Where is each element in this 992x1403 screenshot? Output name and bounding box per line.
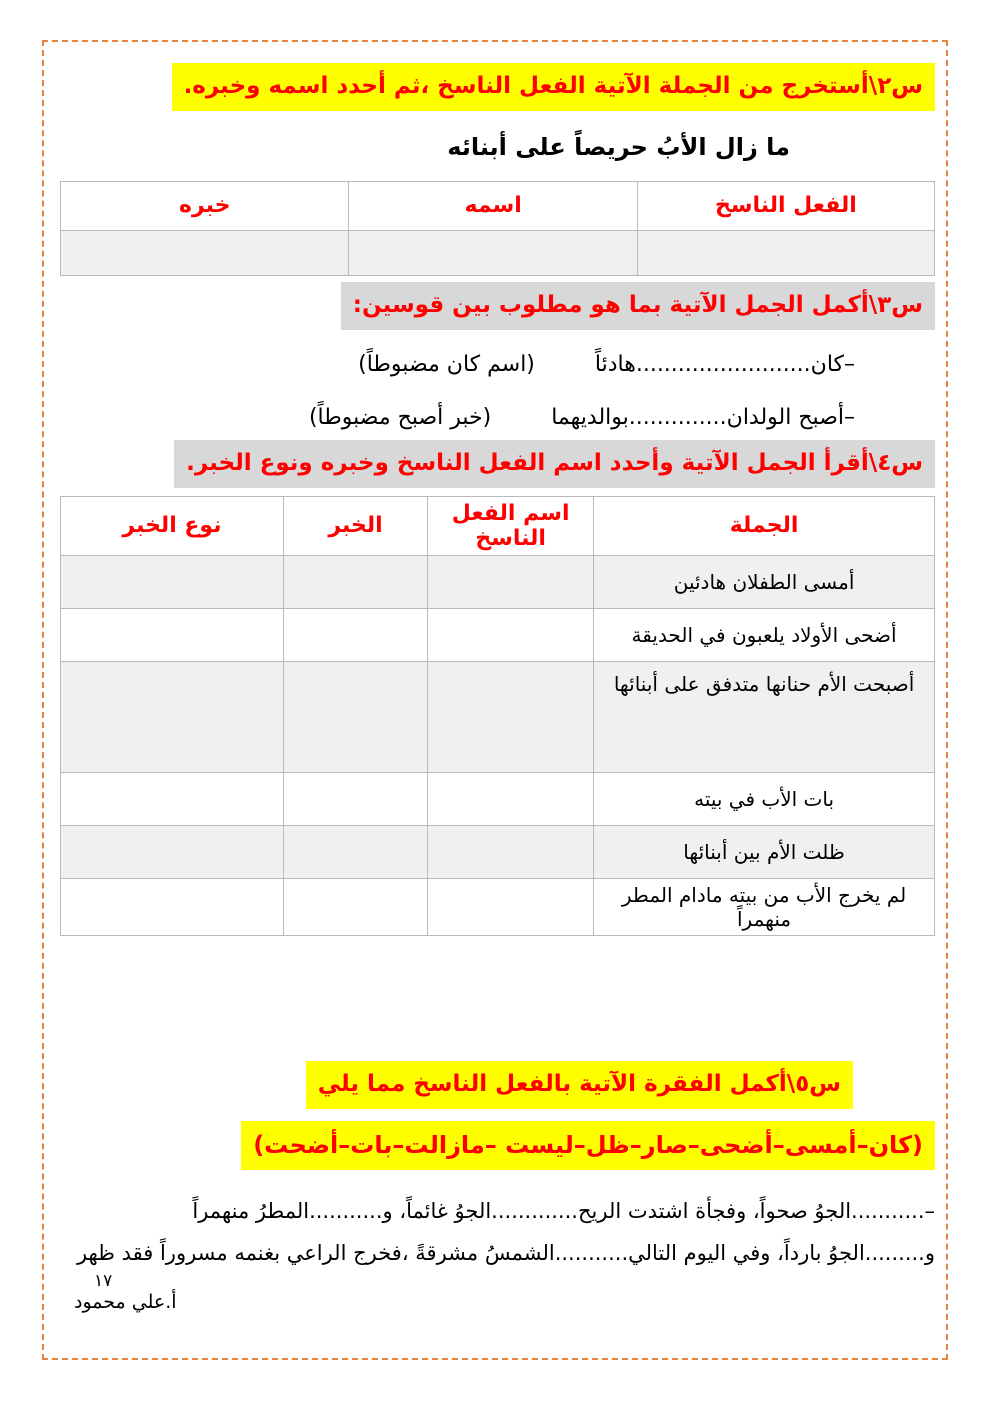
column-header-naskh-noun: اسم الفعل الناسخ [428,496,594,555]
column-header-predicate: الخبر [283,496,427,555]
answer-cell [283,608,427,661]
paragraph-line: و.........الجوُ بارداً، وفي اليوم التالي...........الشمسُ مشرقةً ،فخرج الراعي بغنمه مسروراً فقد ظهر [76,1241,935,1266]
answer-cell [283,772,427,825]
question-5-heading: س٥\أكمل الفقرة الآتية بالفعل الناسخ مما يلي [306,1061,853,1109]
answer-cell [428,555,594,608]
fill-in-text: –أصبح الولدان..............بوالديهما [551,404,855,430]
question-2-heading: س٢\أستخرج من الجملة الآتية الفعل الناسخ ،ثم أحدد اسمه وخبره. [172,63,935,111]
answer-cell [61,230,349,275]
fill-in-text: –كان.........................هادئاً [594,351,855,377]
answer-cell [61,661,284,772]
column-header-naskh-verb: الفعل الناسخ [637,181,934,230]
sentence-cell: ظلت الأم بين أبنائها [594,825,935,878]
answer-cell [349,230,637,275]
sentence-cell: لم يخرج الأب من بيته مادام المطر منهمراً [594,878,935,935]
worksheet-content [60,55,935,1313]
question-2-sentence: ما زال الأبُ حريصاً على أبنائه [447,132,790,161]
question-4-analysis-table [60,496,935,936]
column-header-its-predicate: خبره [61,181,349,230]
column-header-sentence: الجملة [594,496,935,555]
answer-cell [428,878,594,935]
fill-in-line [309,405,855,430]
answer-cell [428,772,594,825]
sentence-cell: أصبحت الأم حنانها متدفق على أبنائها [594,661,935,772]
column-header-predicate-type: نوع الخبر [61,496,284,555]
sentence-cell: أمسى الطفلان هادئين [594,555,935,608]
answer-cell [61,608,284,661]
table-row [61,772,935,825]
table-row [61,608,935,661]
table-row [61,825,935,878]
sentence-cell: أضحى الأولاد يلعبون في الحديقة [594,608,935,661]
answer-cell [283,555,427,608]
question-3-heading: س٣\أكمل الجمل الآتية بما هو مطلوب بين قوسين: [341,282,935,330]
table-header-row [61,496,935,555]
sentence-cell: بات الأب في بيته [594,772,935,825]
answer-cell [61,825,284,878]
answer-cell [283,661,427,772]
fill-in-hint: (خبر أصبح مضبوطاً) [308,404,492,430]
answer-cell [428,825,594,878]
table-row [61,555,935,608]
question-2-answer-table [60,181,935,276]
answer-cell [428,661,594,772]
fill-in-hint: (اسم كان مضبوطاً) [358,351,535,377]
question-4-heading: س٤\أقرأ الجمل الآتية وأحدد اسم الفعل الناسخ وخبره ونوع الخبر. [174,440,935,488]
answer-cell [637,230,934,275]
page-number: ١٧ [94,1270,113,1291]
answer-cell [428,608,594,661]
question-5-word-bank: (كان–أمسى–أضحى–صار–ظل–ليست –مازالت–بات–أضحت) [241,1121,935,1170]
answer-cell [283,878,427,935]
answer-cell [61,772,284,825]
table-row [61,878,935,935]
table-row [61,230,935,275]
paragraph-line: –...........الجوُ صحواً، وفجأة اشتدت الريح.............الجوُ غائماً، و...........المطرُ منهمراً [192,1198,935,1223]
answer-cell [283,825,427,878]
column-header-its-noun: اسمه [349,181,637,230]
answer-cell [61,878,284,935]
fill-in-line [358,352,855,377]
author-name: أ.علي محمود [74,1290,177,1313]
table-header-row [61,181,935,230]
table-row [61,661,935,772]
answer-cell [61,555,284,608]
page-footer [60,1271,935,1313]
